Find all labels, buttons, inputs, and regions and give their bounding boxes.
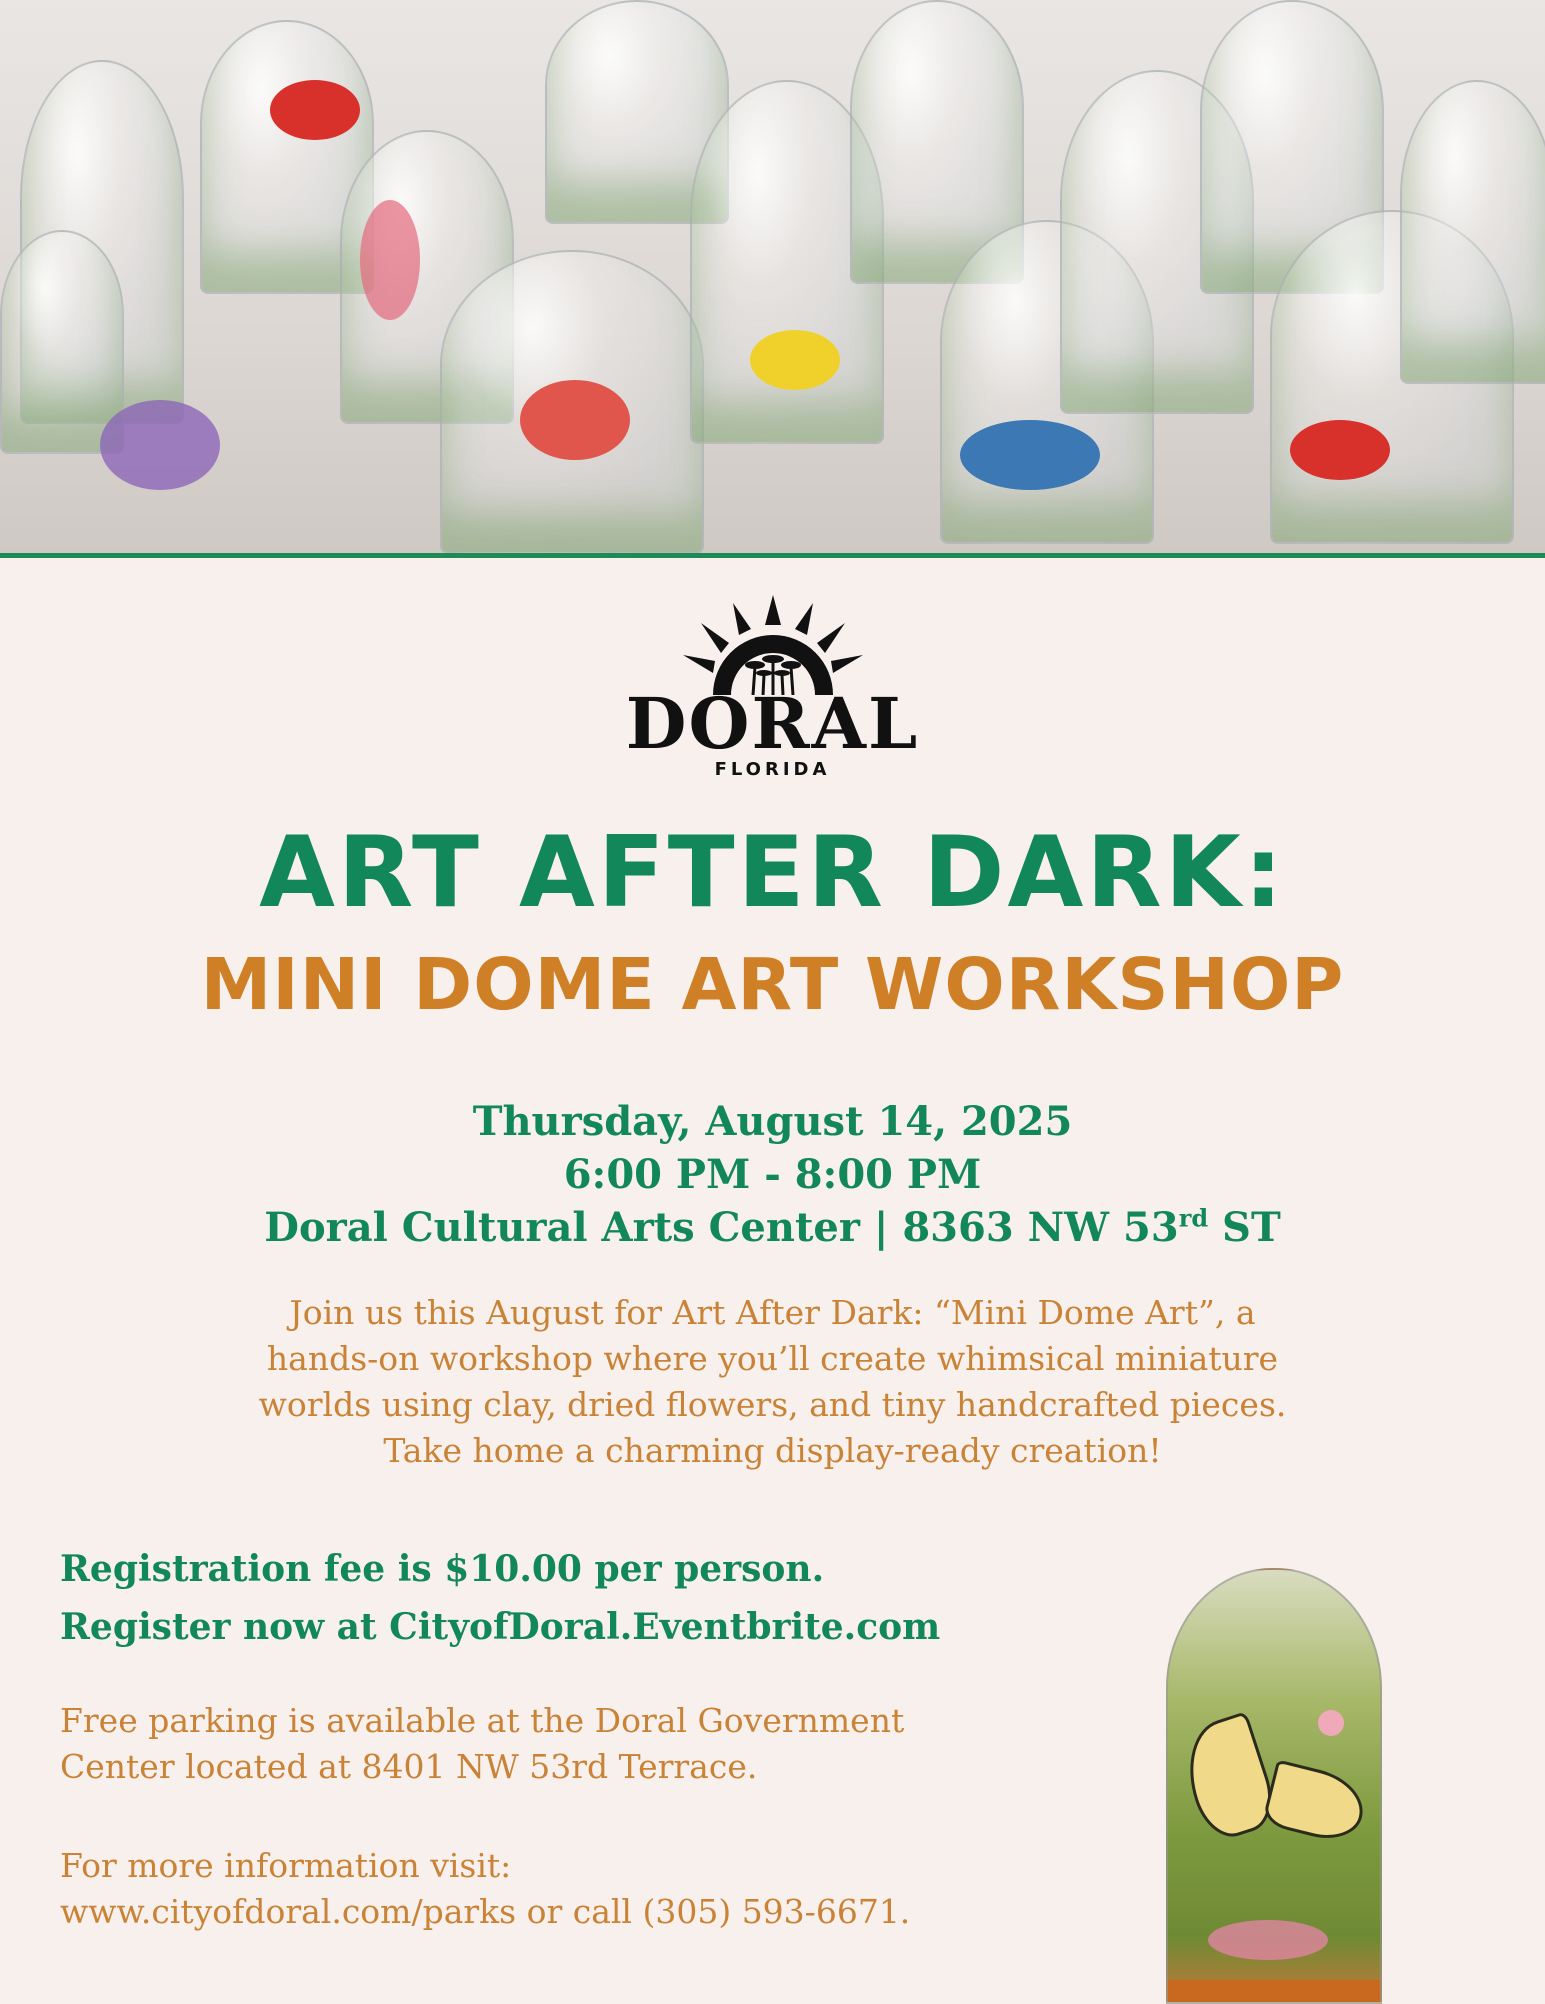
pink-flowers bbox=[360, 200, 420, 320]
logo-subtitle: FLORIDA bbox=[714, 759, 831, 780]
description-line: Take home a charming display-ready creation! bbox=[383, 1431, 1162, 1470]
event-description bbox=[90, 1290, 1455, 1474]
registration bbox=[60, 1540, 1110, 1656]
red-mushroom-right bbox=[1290, 420, 1390, 480]
parking-line: Free parking is available at the Doral Government bbox=[60, 1701, 905, 1740]
venue-street: ST bbox=[1208, 1204, 1281, 1251]
butterfly-wing-left bbox=[1174, 1711, 1282, 1845]
dome-12 bbox=[1400, 80, 1545, 384]
page-title: ART AFTER DARK: bbox=[259, 816, 1286, 930]
venue-text: Doral Cultural Arts Center | 8363 NW 53 bbox=[264, 1204, 1179, 1251]
event-venue bbox=[0, 1201, 1545, 1254]
more-info-contact[interactable]: www.cityofdoral.com/parks or call (305) 593-6671. bbox=[60, 1892, 911, 1931]
description-line: worlds using clay, dried flowers, and tiny handcrafted pieces. bbox=[258, 1385, 1287, 1424]
dome-13 bbox=[0, 230, 124, 454]
venue-ordinal: rd bbox=[1178, 1203, 1209, 1233]
description-line: hands-on workshop where you’ll create whimsical miniature bbox=[266, 1339, 1279, 1378]
flower-cluster bbox=[1208, 1920, 1328, 1960]
event-date: Thursday, August 14, 2025 bbox=[472, 1098, 1073, 1145]
red-mushroom bbox=[270, 80, 360, 140]
registration-link[interactable]: Register now at CityofDoral.Eventbrite.com bbox=[60, 1606, 941, 1648]
description-line: Join us this August for Art After Dark: “Mini Dome Art”, a bbox=[289, 1293, 1256, 1332]
pink-flower bbox=[1318, 1710, 1344, 1736]
registration-fee: Registration fee is $10.00 per person. bbox=[60, 1548, 825, 1590]
event-time: 6:00 PM - 8:00 PM bbox=[563, 1151, 982, 1198]
dome-base bbox=[1168, 1980, 1380, 2002]
logo-wordmark: DORAL bbox=[625, 682, 920, 765]
hero-divider bbox=[0, 553, 1545, 558]
more-info bbox=[60, 1843, 1110, 1935]
butterfly-dome-photo bbox=[1166, 1568, 1382, 2004]
yellow-mushroom bbox=[750, 330, 840, 390]
coral-mushroom bbox=[520, 380, 630, 460]
page-subtitle: MINI DOME ART WORKSHOP bbox=[200, 943, 1345, 1026]
butterfly-wing-right bbox=[1261, 1759, 1370, 1846]
sun-palm-icon bbox=[673, 595, 873, 695]
parking-info bbox=[60, 1698, 1110, 1790]
parking-line: Center located at 8401 NW 53rd Terrace. bbox=[60, 1747, 758, 1786]
doral-logo bbox=[0, 595, 1545, 781]
more-info-label: For more information visit: bbox=[60, 1846, 512, 1885]
hero-photo bbox=[0, 0, 1545, 553]
purple-mushroom bbox=[100, 400, 220, 490]
event-details bbox=[0, 1095, 1545, 1254]
blue-mushroom bbox=[960, 420, 1100, 490]
